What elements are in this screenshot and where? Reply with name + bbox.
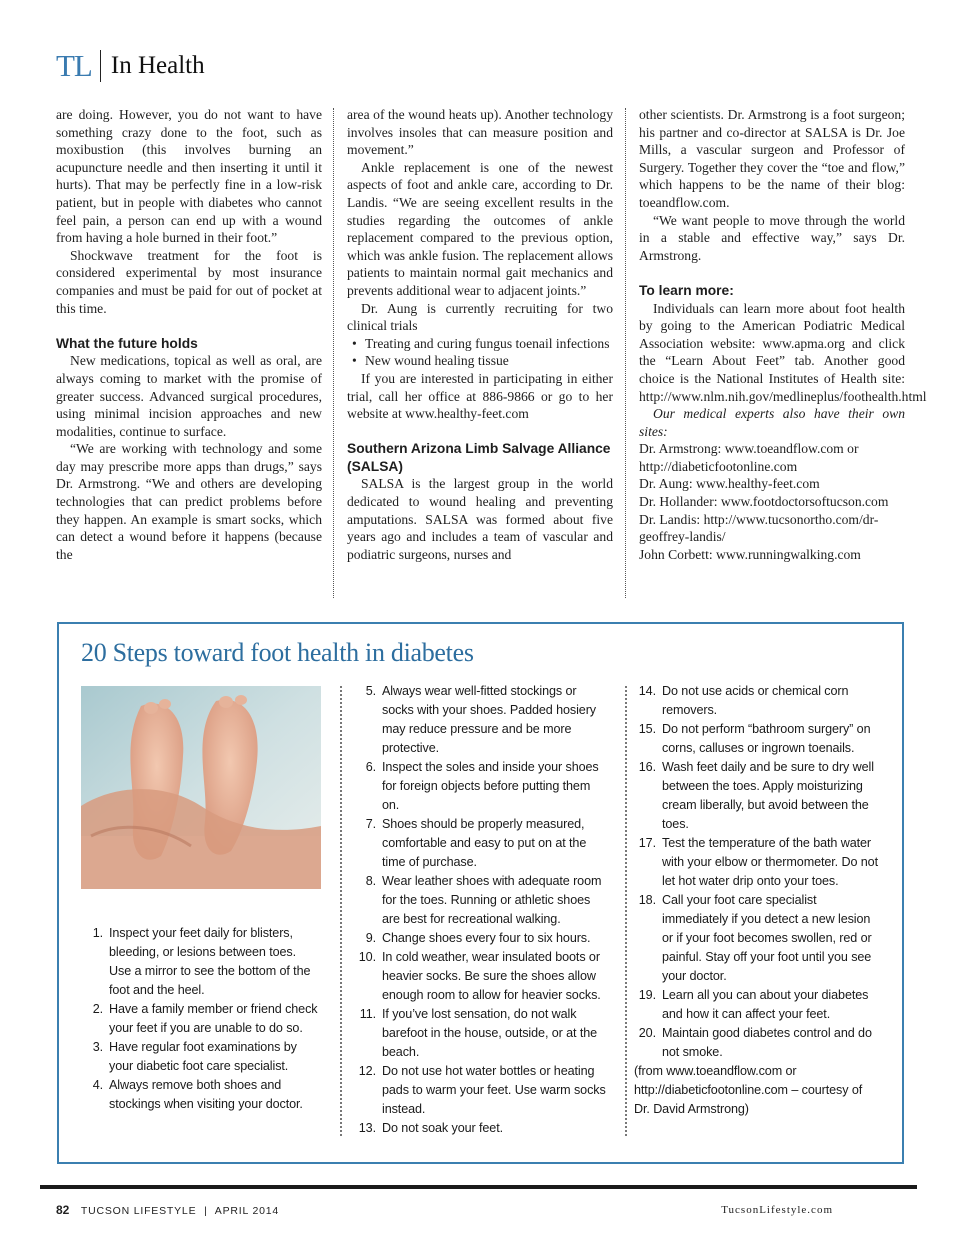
paragraph: If you are interested in participating in either trial, call her office at 886-9866 or go to her website at www.healthy-feet.com	[347, 370, 613, 422]
paragraph: are doing. However, you do not want to have something crazy done to the foot, such as moxibustion (this involves burning an acupuncture needle and then inserting it until it hurts). That may be perfectly fine in a low-risk patient, but in people with diabetes who cannot feel pain, a person can end up with a wound from having a hole burned in their foot.”	[56, 107, 322, 246]
step-item: 7. Shoes should be properly measured, comfortable and easy to put on at the time of purchase.	[365, 817, 587, 869]
steps-column-1	[81, 924, 321, 1114]
page-footer	[56, 1203, 833, 1217]
subheading-learn-more: To learn more:	[639, 282, 734, 298]
step-item: 6. Inspect the soles and inside your shoes for foreign objects before putting them on.	[365, 760, 599, 812]
step-item: 13. Do not soak your feet.	[358, 1121, 504, 1135]
paragraph: “We want people to move through the world in a stable and effective way,” says Dr. Armstrong.	[639, 212, 905, 263]
magazine-logo: TL	[56, 48, 92, 83]
step-item: 9. Change shoes every four to six hours.	[365, 931, 591, 945]
foot-health-box	[57, 622, 904, 1164]
article-column-2	[347, 106, 613, 563]
issue-date: APRIL 2014	[214, 1205, 280, 1217]
feet-photo	[81, 686, 321, 889]
step-item: 2. Have a family member or friend check your feet if you are unable to do so.	[92, 1002, 318, 1035]
column-divider	[625, 108, 626, 598]
paragraph: “We are working with technology and some day may prescribe more apps than drugs,” says Dr. Armstrong. “We and others are developing technologies that can predict problems before they happen. An example is smart socks, which can detect a wound before it happens (because the	[56, 441, 322, 562]
step-item: 18. Call your foot care specialist immediately if you detect a new lesion or if your foot becomes swollen, red or painful. Stay off your foot until you see your doctor.	[638, 893, 872, 983]
site-entry: John Corbett: www.runningwalking.com	[639, 546, 861, 562]
paragraph: SALSA is the largest group in the world dedicated to wound healing and preventing amputations. SALSA was formed about five years ago and includes a team of vascular and podiatric surgeons, nurses and	[347, 476, 613, 562]
trial-list	[347, 335, 613, 370]
step-item: 1. Inspect your feet daily for blisters, bleeding, or lesions between toes. Use a mirror to see the bottom of the foot and the heel.	[92, 926, 311, 997]
footer-separator: |	[204, 1205, 208, 1217]
paragraph: Individuals can learn more about foot health by going to the American Podiatric Medical Association website: www.apma.org and click the “Learn About Feet” tab. Another good choice is the National Institutes of Health site: http://www.nlm.nih.gov/medlineplus/foothealth.html	[639, 300, 927, 404]
article-column-3	[639, 106, 927, 563]
subheading-salsa: Southern Arizona Limb Salvage Alliance (SALSA)	[347, 441, 611, 474]
paragraph: New medications, topical as well as oral, are always coming to market with the promise of greater success. Advanced surgical procedures, using minimal incision approaches and new modalities, continue to surface.	[56, 353, 322, 439]
step-item: 10. In cold weather, wear insulated boots or heavier socks. Be sure the shoes allow enough room to allow for heavier socks.	[358, 950, 601, 1002]
article-column-1	[56, 106, 322, 563]
paragraph: Dr. Aung is currently recruiting for two clinical trials	[347, 300, 613, 334]
footer-rule	[40, 1185, 917, 1189]
site-entry: Dr. Landis: http://www.tucsonortho.com/dr-geoffrey-landis/	[639, 511, 879, 545]
site-entry: Dr. Hollander: www.footdoctorsoftucson.com	[639, 494, 889, 510]
page-number: 82	[56, 1203, 70, 1217]
list-item: • New wound healing tissue	[347, 352, 613, 370]
steps-column-2	[354, 682, 609, 1138]
website: TucsonLifestyle.com	[721, 1204, 833, 1216]
section-title: In Health	[110, 52, 205, 79]
subheading-future: What the future holds	[56, 335, 198, 351]
paragraph: Ankle replacement is one of the newest aspects of foot and ankle care, according to Dr. Landis. “We are seeing excellent results in the studies regarding the outcomes of ankle replacement compared to the previous option, which was ankle fusion. The replacement allows patients to maintain normal gait mechanics and prevents additional wear to adjacent joints.”	[347, 159, 613, 298]
list-item: • Treating and curing fungus toenail infections	[347, 335, 613, 353]
box-column-divider	[340, 686, 342, 1136]
paragraph: other scientists. Dr. Armstrong is a foot surgeon; his partner and co-director at SALSA is Dr. Joe Mills, a vascular surgeon and Professor of Surgery. Together they cover the “toe and flow,” which happens to be the name of their blog: toeandflow.com.	[639, 107, 905, 210]
paragraph: Shockwave treatment for the foot is considered experimental by most insurance companies and must be paid for out of pocket at this time.	[56, 247, 322, 316]
footer-folio	[56, 1203, 279, 1217]
step-item: 19. Learn all you can about your diabetes and how it can affect your feet.	[638, 988, 869, 1021]
box-column-divider	[625, 686, 627, 1136]
magazine-name: TUCSON LIFESTYLE	[80, 1205, 197, 1217]
paragraph: Our medical experts also have their own sites:	[639, 406, 905, 439]
site-entry: Dr. Aung: www.healthy-feet.com	[639, 476, 820, 492]
step-item: 5. Always wear well-fitted stockings or socks with your shoes. Padded hosiery may reduce pressure and be more protective.	[365, 684, 597, 755]
step-item: 16. Wash feet daily and be sure to dry well between the toes. Apply moisturizing cream liberally, but avoid between the toes.	[638, 760, 874, 831]
step-item: 3. Have regular foot examinations by your diabetic foot care specialist.	[92, 1040, 297, 1073]
step-item: 12. Do not use hot water bottles or heating pads to warm your feet. Use warm socks instead.	[358, 1064, 606, 1116]
paragraph: area of the wound heats up). Another technology involves insoles that can measure position and movement.”	[347, 107, 613, 158]
step-item: 17. Test the temperature of the bath water with your elbow or thermometer. Do not let hot water drip onto your toes.	[638, 836, 878, 888]
site-entry: Dr. Armstrong: www.toeandflow.com or http://diabeticfootonline.com	[639, 441, 859, 474]
page-header	[56, 48, 205, 84]
step-item: 15. Do not perform “bathroom surgery” on corns, calluses or ingrown toenails.	[638, 722, 871, 755]
step-item: 14. Do not use acids or chemical corn removers.	[638, 684, 849, 717]
steps-column-3	[634, 682, 879, 1119]
source-credit: (from www.toeandflow.com or http://diabeticfootonline.com – courtesy of Dr. David Armstrong)	[634, 1064, 863, 1116]
step-item: 11. If you’ve lost sensation, do not walk barefoot in the house, outside, or at the beach.	[359, 1007, 598, 1059]
step-item: 4. Always remove both shoes and stockings when visiting your doctor.	[92, 1078, 303, 1111]
step-item: 20. Maintain good diabetes control and do not smoke.	[638, 1026, 872, 1059]
header-divider	[100, 50, 101, 82]
column-divider	[333, 108, 334, 598]
step-item: 8. Wear leather shoes with adequate room for the toes. Running or athletic shoes are best for recreational walking.	[365, 874, 602, 926]
box-title: 20 Steps toward foot health in diabetes	[81, 638, 474, 667]
